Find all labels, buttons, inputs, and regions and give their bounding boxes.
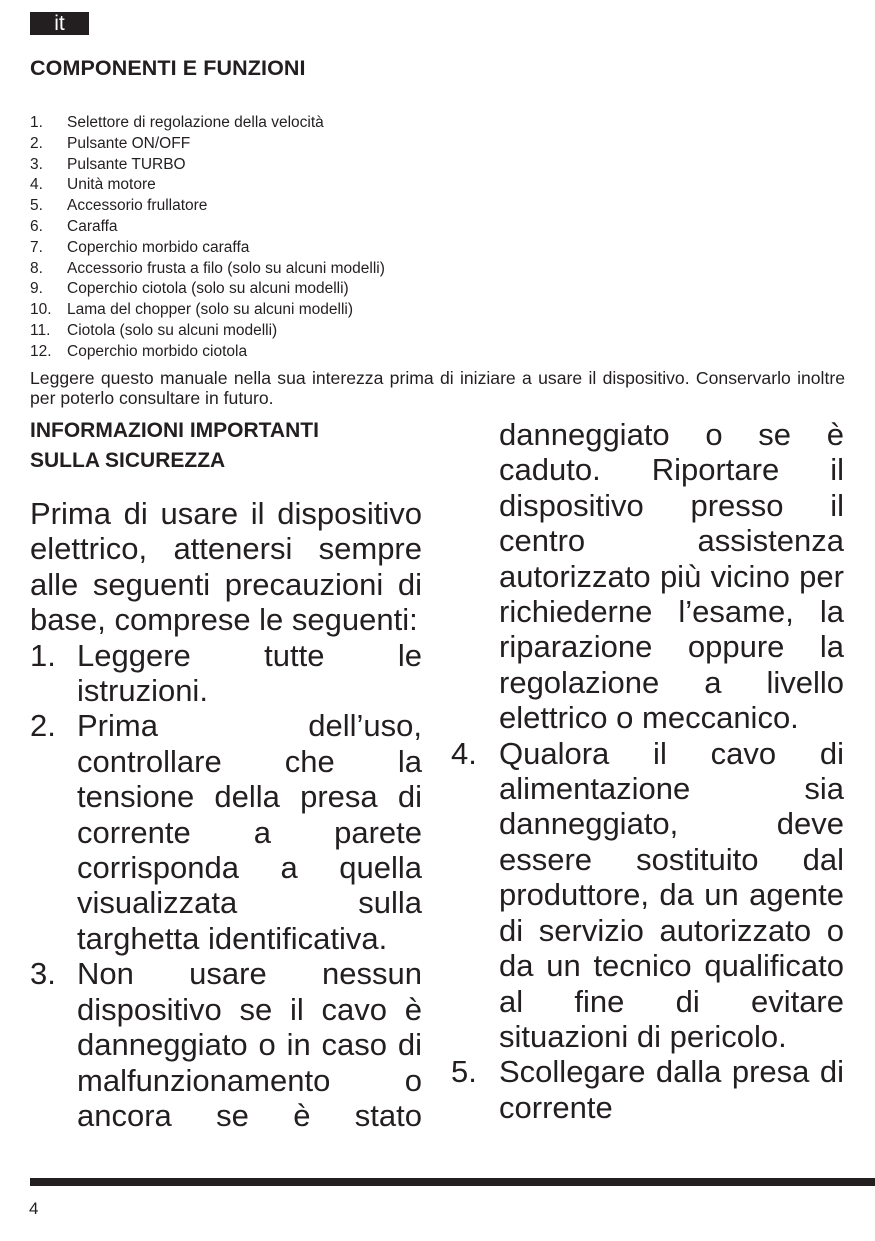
component-label: Accessorio frullatore bbox=[67, 197, 208, 215]
component-item bbox=[30, 342, 385, 363]
components-list bbox=[30, 113, 385, 363]
left-column bbox=[30, 496, 422, 1133]
component-item bbox=[30, 259, 385, 280]
component-label: Unità motore bbox=[67, 176, 156, 194]
component-item bbox=[30, 196, 385, 217]
safety-title-line1: INFORMAZIONI IMPORTANTI bbox=[30, 419, 319, 442]
safety-item-5 bbox=[451, 1054, 844, 1125]
safety-item-3-continued bbox=[451, 417, 844, 736]
safety-item-text: Non usare nessun dispositivo se il cavo è danneggiato o in caso di malfunzionamento o ancora se è stato bbox=[77, 956, 422, 1133]
component-number: 10. bbox=[30, 301, 52, 319]
component-number: 2. bbox=[30, 134, 43, 152]
right-column bbox=[451, 417, 844, 1125]
safety-item-text: Leggere tutte le istruzioni. bbox=[77, 637, 422, 709]
safety-item-4 bbox=[451, 736, 844, 1055]
safety-lead: Prima di usare il dispositivo elettrico, attenersi sempre alle seguenti precauzioni di base, comprese le seguenti: bbox=[30, 496, 422, 638]
component-item bbox=[30, 300, 385, 321]
safety-item-1 bbox=[30, 638, 422, 709]
safety-title bbox=[30, 416, 319, 476]
intro-paragraph: Leggere questo manuale nella sua interezza prima di iniziare a usare il dispositivo. Conservarlo inoltre per poterlo consultare in futuro. bbox=[30, 368, 845, 408]
component-item bbox=[30, 113, 385, 134]
safety-item-number: 4. bbox=[451, 735, 477, 771]
section-title: COMPONENTI E FUNZIONI bbox=[30, 56, 306, 80]
component-label: Coperchio morbido caraffa bbox=[67, 238, 250, 256]
component-number: 11. bbox=[30, 321, 51, 339]
component-number: 9. bbox=[30, 280, 43, 298]
language-tab: it bbox=[30, 12, 89, 35]
footer-divider bbox=[30, 1178, 875, 1186]
component-label: Lama del chopper (solo su alcuni modelli) bbox=[67, 301, 354, 319]
component-item bbox=[30, 217, 385, 238]
component-label: Selettore di regolazione della velocità bbox=[67, 114, 324, 131]
page-number: 4 bbox=[29, 1199, 39, 1218]
component-item bbox=[30, 279, 385, 300]
safety-item-number: 1. bbox=[30, 637, 56, 673]
safety-item-2 bbox=[30, 708, 422, 956]
component-number: 7. bbox=[30, 238, 43, 256]
safety-item-text: danneggiato o se è caduto. Riportare il dispositivo presso il centro assistenza autorizzato più vicino per richiederne l’esame, la riparazione oppure la regolazione a livello elettrico o meccanico. bbox=[499, 417, 844, 736]
safety-item-number: 2. bbox=[30, 708, 56, 744]
component-label: Pulsante ON/OFF bbox=[67, 134, 191, 152]
component-number: 4. bbox=[30, 176, 43, 194]
component-number: 3. bbox=[30, 155, 43, 173]
safety-item-text: Scollegare dalla presa di corrente bbox=[499, 1054, 844, 1125]
safety-item-3 bbox=[30, 956, 422, 1133]
component-number: 8. bbox=[30, 259, 43, 277]
component-label: Caraffa bbox=[67, 217, 118, 235]
component-number: 6. bbox=[30, 217, 43, 235]
safety-item-text: Prima dell’uso, controllare che la tensione della presa di corrente a parete corrisponda a quella visualizzata sulla targhetta identificativa. bbox=[77, 708, 422, 956]
safety-item-number: 5. bbox=[451, 1054, 477, 1090]
safety-title-line2: SULLA SICUREZZA bbox=[30, 449, 226, 472]
component-item bbox=[30, 134, 385, 155]
component-label: Pulsante TURBO bbox=[67, 155, 186, 173]
safety-item-number: 3. bbox=[30, 956, 56, 992]
component-label: Ciotola (solo su alcuni modelli) bbox=[67, 321, 278, 339]
component-label: Accessorio frusta a filo (solo su alcuni modelli) bbox=[67, 259, 385, 277]
component-item bbox=[30, 155, 385, 176]
component-number: 1. bbox=[30, 114, 43, 131]
component-label: Coperchio morbido ciotola bbox=[67, 342, 248, 360]
component-item bbox=[30, 175, 385, 196]
component-number: 5. bbox=[30, 197, 43, 215]
component-number: 12. bbox=[30, 342, 52, 360]
component-label: Coperchio ciotola (solo su alcuni modelli) bbox=[67, 280, 349, 298]
component-item bbox=[30, 238, 385, 259]
component-item bbox=[30, 321, 385, 342]
safety-item-text: Qualora il cavo di alimentazione sia danneggiato, deve essere sostituito dal produttore, da un agente di servizio autorizzato o da un tecnico qualificato al fine di evitare situazioni di pericolo. bbox=[499, 735, 844, 1054]
